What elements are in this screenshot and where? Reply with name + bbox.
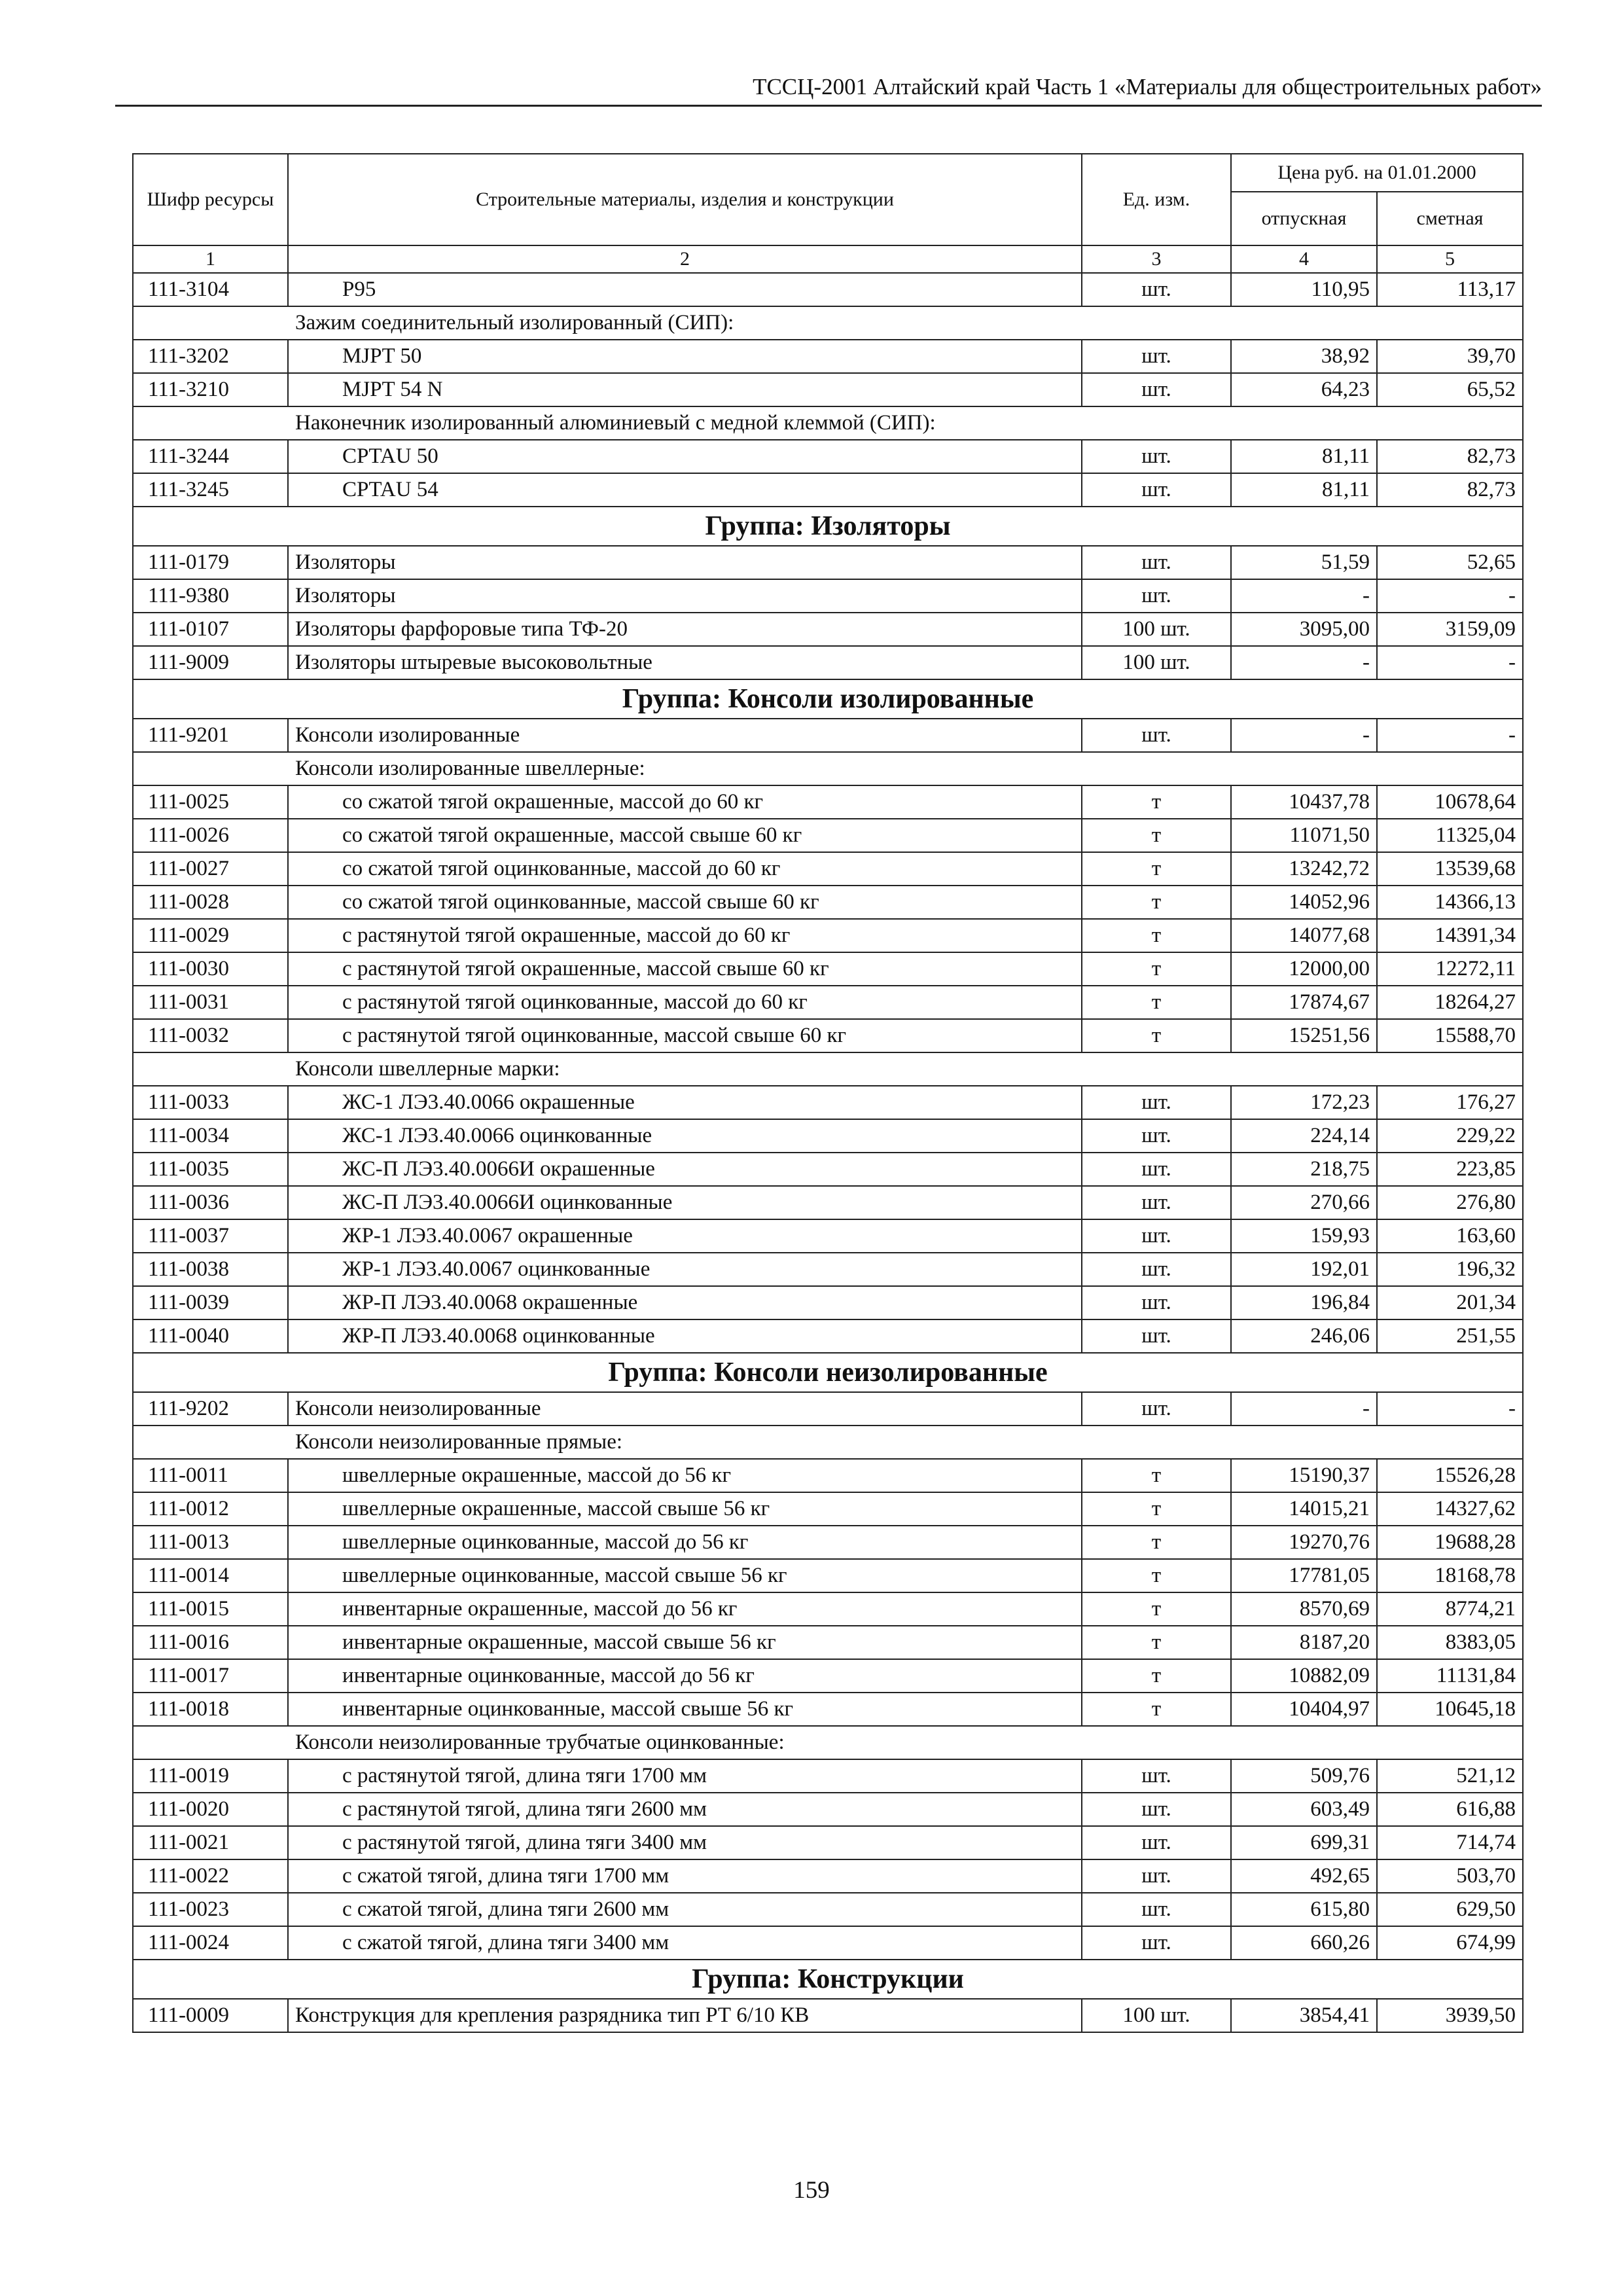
cell-code: 111-0017 xyxy=(133,1659,288,1693)
cell-code: 111-0030 xyxy=(133,952,288,986)
cell-estimate-price: 11131,84 xyxy=(1377,1659,1523,1693)
table-row xyxy=(133,719,1523,752)
table-row xyxy=(133,785,1523,819)
group-heading-row xyxy=(133,1353,1523,1392)
cell-unit: шт. xyxy=(1082,1759,1231,1793)
cell-release-price: 270,66 xyxy=(1231,1186,1377,1219)
group-heading: Группа: Консоли изолированные xyxy=(133,679,1523,719)
cell-code: 111-0025 xyxy=(133,785,288,819)
cell-unit: т xyxy=(1082,1592,1231,1626)
cell-code: 111-9202 xyxy=(133,1392,288,1426)
section-heading: Консоли неизолированные прямые: xyxy=(133,1426,1523,1459)
table-row xyxy=(133,852,1523,886)
table-row xyxy=(133,1153,1523,1186)
table-row xyxy=(133,1592,1523,1626)
table-row xyxy=(133,819,1523,852)
column-number: 3 xyxy=(1082,245,1231,273)
cell-name: Конструкция для крепления разрядника тип РТ 6/10 КВ xyxy=(288,1999,1082,2032)
cell-name: с сжатой тягой, длина тяги 2600 мм xyxy=(288,1893,1082,1926)
cell-unit: 100 шт. xyxy=(1082,1999,1231,2032)
cell-name: ЖР-1 ЛЭ3.40.0067 оцинкованные xyxy=(288,1253,1082,1286)
cell-code: 111-0039 xyxy=(133,1286,288,1319)
cell-estimate-price: 8383,05 xyxy=(1377,1626,1523,1659)
table-row xyxy=(133,273,1523,306)
cell-estimate-price: 82,73 xyxy=(1377,440,1523,473)
cell-code: 111-0018 xyxy=(133,1693,288,1726)
cell-estimate-price: 14366,13 xyxy=(1377,886,1523,919)
cell-unit: т xyxy=(1082,852,1231,886)
cell-name: MJPT 50 xyxy=(288,340,1082,373)
cell-estimate-price: 11325,04 xyxy=(1377,819,1523,852)
cell-estimate-price: 196,32 xyxy=(1377,1253,1523,1286)
column-number: 1 xyxy=(133,245,288,273)
cell-unit: т xyxy=(1082,886,1231,919)
cell-release-price: 172,23 xyxy=(1231,1086,1377,1119)
cell-unit: т xyxy=(1082,1492,1231,1526)
table-row xyxy=(133,373,1523,406)
cell-release-price: 660,26 xyxy=(1231,1926,1377,1960)
cell-code: 111-0034 xyxy=(133,1119,288,1153)
cell-name: со сжатой тягой окрашенные, массой свыше 60 кг xyxy=(288,819,1082,852)
cell-name: Консоли изолированные xyxy=(288,719,1082,752)
table-row xyxy=(133,1759,1523,1793)
header-code: Шифр ресурсы xyxy=(133,154,288,245)
cell-unit: шт. xyxy=(1082,1086,1231,1119)
section-heading-row xyxy=(133,1052,1523,1086)
cell-name: ЖС-1 ЛЭ3.40.0066 оцинкованные xyxy=(288,1119,1082,1153)
cell-code: 111-0038 xyxy=(133,1253,288,1286)
cell-code: 111-9380 xyxy=(133,579,288,613)
cell-name: инвентарные оцинкованные, массой свыше 56 кг xyxy=(288,1693,1082,1726)
cell-release-price: 10404,97 xyxy=(1231,1693,1377,1726)
cell-estimate-price: 229,22 xyxy=(1377,1119,1523,1153)
cell-release-price: 3854,41 xyxy=(1231,1999,1377,2032)
cell-estimate-price: 163,60 xyxy=(1377,1219,1523,1253)
cell-estimate-price: 52,65 xyxy=(1377,546,1523,579)
cell-release-price: 192,01 xyxy=(1231,1253,1377,1286)
cell-name: Изоляторы штыревые высоковольтные xyxy=(288,646,1082,679)
cell-code: 111-3202 xyxy=(133,340,288,373)
cell-code: 111-0028 xyxy=(133,886,288,919)
cell-unit: шт. xyxy=(1082,719,1231,752)
table-row xyxy=(133,613,1523,646)
cell-name: Консоли неизолированные xyxy=(288,1392,1082,1426)
table-row xyxy=(133,1286,1523,1319)
cell-estimate-price: 15526,28 xyxy=(1377,1459,1523,1492)
cell-name: инвентарные окрашенные, массой свыше 56 кг xyxy=(288,1626,1082,1659)
cell-release-price: 51,59 xyxy=(1231,546,1377,579)
cell-unit: шт. xyxy=(1082,1793,1231,1826)
cell-name: с растянутой тягой, длина тяги 2600 мм xyxy=(288,1793,1082,1826)
cell-name: ЖС-1 ЛЭ3.40.0066 окрашенные xyxy=(288,1086,1082,1119)
cell-name: швеллерные оцинкованные, массой до 56 кг xyxy=(288,1526,1082,1559)
cell-unit: т xyxy=(1082,919,1231,952)
cell-code: 111-0023 xyxy=(133,1893,288,1926)
cell-code: 111-3210 xyxy=(133,373,288,406)
table-row xyxy=(133,1086,1523,1119)
table-row xyxy=(133,1392,1523,1426)
cell-estimate-price: 10678,64 xyxy=(1377,785,1523,819)
cell-code: 111-0029 xyxy=(133,919,288,952)
cell-estimate-price: 12272,11 xyxy=(1377,952,1523,986)
cell-release-price: 14077,68 xyxy=(1231,919,1377,952)
cell-estimate-price: 15588,70 xyxy=(1377,1019,1523,1052)
cell-name: с растянутой тягой, длина тяги 1700 мм xyxy=(288,1759,1082,1793)
cell-code: 111-0027 xyxy=(133,852,288,886)
column-number: 4 xyxy=(1231,245,1377,273)
table-row xyxy=(133,986,1523,1019)
table-row xyxy=(133,1893,1523,1926)
page-header: ТССЦ-2001 Алтайский край Часть 1 «Материалы для общестроительных работ» xyxy=(753,74,1542,99)
cell-name: инвентарные окрашенные, массой до 56 кг xyxy=(288,1592,1082,1626)
section-heading-row xyxy=(133,406,1523,440)
table-row xyxy=(133,1319,1523,1353)
cell-name: со сжатой тягой оцинкованные, массой до 60 кг xyxy=(288,852,1082,886)
cell-code: 111-0021 xyxy=(133,1826,288,1859)
cell-code: 111-0011 xyxy=(133,1459,288,1492)
cell-unit: шт. xyxy=(1082,1926,1231,1960)
cell-unit: шт. xyxy=(1082,1893,1231,1926)
cell-name: Изоляторы xyxy=(288,546,1082,579)
cell-unit: т xyxy=(1082,986,1231,1019)
cell-unit: т xyxy=(1082,1693,1231,1726)
section-heading-row xyxy=(133,1426,1523,1459)
cell-estimate-price: 714,74 xyxy=(1377,1826,1523,1859)
table-row xyxy=(133,1659,1523,1693)
cell-estimate-price: 18264,27 xyxy=(1377,986,1523,1019)
cell-release-price: 3095,00 xyxy=(1231,613,1377,646)
cell-unit: шт. xyxy=(1082,1153,1231,1186)
cell-release-price: 17874,67 xyxy=(1231,986,1377,1019)
group-heading: Группа: Изоляторы xyxy=(133,507,1523,546)
cell-code: 111-0035 xyxy=(133,1153,288,1186)
cell-name: инвентарные оцинкованные, массой до 56 кг xyxy=(288,1659,1082,1693)
section-heading-row xyxy=(133,306,1523,340)
cell-unit: шт. xyxy=(1082,373,1231,406)
page-number: 159 xyxy=(793,2177,830,2204)
table-row xyxy=(133,1526,1523,1559)
cell-estimate-price: 629,50 xyxy=(1377,1893,1523,1926)
cell-code: 111-0012 xyxy=(133,1492,288,1526)
section-heading: Консоли изолированные швеллерные: xyxy=(133,752,1523,785)
cell-unit: шт. xyxy=(1082,1286,1231,1319)
cell-estimate-price: 113,17 xyxy=(1377,273,1523,306)
cell-code: 111-0179 xyxy=(133,546,288,579)
header-name: Строительные материалы, изделия и конструкции xyxy=(288,154,1082,245)
cell-code: 111-3104 xyxy=(133,273,288,306)
cell-estimate-price: 176,27 xyxy=(1377,1086,1523,1119)
cell-code: 111-9201 xyxy=(133,719,288,752)
section-heading: Консоли швеллерные марки: xyxy=(133,1052,1523,1086)
cell-code: 111-0032 xyxy=(133,1019,288,1052)
table-row xyxy=(133,952,1523,986)
cell-estimate-price: 13539,68 xyxy=(1377,852,1523,886)
cell-unit: шт. xyxy=(1082,340,1231,373)
group-heading-row xyxy=(133,679,1523,719)
cell-name: CPTAU 50 xyxy=(288,440,1082,473)
cell-code: 111-0031 xyxy=(133,986,288,1019)
header-unit: Ед. изм. xyxy=(1082,154,1231,245)
section-heading-row xyxy=(133,1726,1523,1759)
cell-release-price: - xyxy=(1231,719,1377,752)
cell-unit: т xyxy=(1082,1559,1231,1592)
section-heading: Зажим соединительный изолированный (СИП): xyxy=(133,306,1523,340)
group-heading: Группа: Конструкции xyxy=(133,1960,1523,1999)
cell-name: ЖР-П ЛЭ3.40.0068 оцинкованные xyxy=(288,1319,1082,1353)
column-number: 5 xyxy=(1377,245,1523,273)
table-row xyxy=(133,1626,1523,1659)
cell-code: 111-3245 xyxy=(133,473,288,507)
cell-release-price: 81,11 xyxy=(1231,473,1377,507)
cell-estimate-price: 674,99 xyxy=(1377,1926,1523,1960)
cell-release-price: 492,65 xyxy=(1231,1859,1377,1893)
cell-estimate-price: 8774,21 xyxy=(1377,1592,1523,1626)
table-body xyxy=(133,273,1523,2032)
cell-name: с растянутой тягой окрашенные, массой до 60 кг xyxy=(288,919,1082,952)
cell-release-price: 218,75 xyxy=(1231,1153,1377,1186)
cell-unit: шт. xyxy=(1082,1392,1231,1426)
cell-estimate-price: 39,70 xyxy=(1377,340,1523,373)
cell-code: 111-9009 xyxy=(133,646,288,679)
cell-name: ЖР-1 ЛЭ3.40.0067 окрашенные xyxy=(288,1219,1082,1253)
cell-name: ЖС-П ЛЭ3.40.0066И окрашенные xyxy=(288,1153,1082,1186)
group-heading-row xyxy=(133,1960,1523,1999)
cell-release-price: 81,11 xyxy=(1231,440,1377,473)
table-row xyxy=(133,340,1523,373)
table-row xyxy=(133,1859,1523,1893)
cell-unit: шт. xyxy=(1082,1319,1231,1353)
cell-estimate-price: 82,73 xyxy=(1377,473,1523,507)
section-heading: Консоли неизолированные трубчатые оцинкованные: xyxy=(133,1726,1523,1759)
cell-code: 111-0015 xyxy=(133,1592,288,1626)
cell-estimate-price: 201,34 xyxy=(1377,1286,1523,1319)
cell-estimate-price: - xyxy=(1377,1392,1523,1426)
cell-release-price: 246,06 xyxy=(1231,1319,1377,1353)
cell-name: MJPT 54 N xyxy=(288,373,1082,406)
cell-unit: 100 шт. xyxy=(1082,646,1231,679)
cell-release-price: 110,95 xyxy=(1231,273,1377,306)
cell-release-price: - xyxy=(1231,579,1377,613)
cell-estimate-price: - xyxy=(1377,579,1523,613)
section-heading-row xyxy=(133,752,1523,785)
cell-code: 111-0026 xyxy=(133,819,288,852)
cell-name: со сжатой тягой окрашенные, массой до 60 кг xyxy=(288,785,1082,819)
cell-release-price: 13242,72 xyxy=(1231,852,1377,886)
table-row xyxy=(133,919,1523,952)
cell-unit: шт. xyxy=(1082,1119,1231,1153)
table-row xyxy=(133,1186,1523,1219)
table-row xyxy=(133,1219,1523,1253)
cell-estimate-price: 521,12 xyxy=(1377,1759,1523,1793)
table-row xyxy=(133,1793,1523,1826)
table-row xyxy=(133,546,1523,579)
table-row xyxy=(133,579,1523,613)
cell-name: с растянутой тягой, длина тяги 3400 мм xyxy=(288,1826,1082,1859)
cell-code: 111-0036 xyxy=(133,1186,288,1219)
cell-name: швеллерные окрашенные, массой свыше 56 кг xyxy=(288,1492,1082,1526)
cell-release-price: 11071,50 xyxy=(1231,819,1377,852)
cell-release-price: 10437,78 xyxy=(1231,785,1377,819)
table-row xyxy=(133,1559,1523,1592)
cell-unit: шт. xyxy=(1082,1253,1231,1286)
cell-estimate-price: - xyxy=(1377,646,1523,679)
cell-code: 111-0009 xyxy=(133,1999,288,2032)
cell-estimate-price: 3159,09 xyxy=(1377,613,1523,646)
header-estimate-price: сметная xyxy=(1377,192,1523,245)
cell-unit: шт. xyxy=(1082,579,1231,613)
cell-name: Р95 xyxy=(288,273,1082,306)
cell-name: швеллерные окрашенные, массой до 56 кг xyxy=(288,1459,1082,1492)
cell-name: со сжатой тягой оцинкованные, массой свыше 60 кг xyxy=(288,886,1082,919)
cell-code: 111-0019 xyxy=(133,1759,288,1793)
cell-code: 111-0033 xyxy=(133,1086,288,1119)
cell-code: 111-0024 xyxy=(133,1926,288,1960)
cell-release-price: 224,14 xyxy=(1231,1119,1377,1153)
cell-unit: т xyxy=(1082,785,1231,819)
table-row xyxy=(133,646,1523,679)
cell-estimate-price: 503,70 xyxy=(1377,1859,1523,1893)
cell-name: швеллерные оцинкованные, массой свыше 56 кг xyxy=(288,1559,1082,1592)
cell-name: с растянутой тягой оцинкованные, массой до 60 кг xyxy=(288,986,1082,1019)
cell-release-price: 8187,20 xyxy=(1231,1626,1377,1659)
cell-name: с растянутой тягой окрашенные, массой свыше 60 кг xyxy=(288,952,1082,986)
cell-unit: шт. xyxy=(1082,273,1231,306)
cell-unit: т xyxy=(1082,1659,1231,1693)
cell-unit: шт. xyxy=(1082,1186,1231,1219)
section-heading: Наконечник изолированный алюминиевый с медной клеммой (СИП): xyxy=(133,406,1523,440)
cell-name: CPTAU 54 xyxy=(288,473,1082,507)
table-row xyxy=(133,1253,1523,1286)
cell-release-price: 15251,56 xyxy=(1231,1019,1377,1052)
cell-estimate-price: 18168,78 xyxy=(1377,1559,1523,1592)
cell-name: с растянутой тягой оцинкованные, массой свыше 60 кг xyxy=(288,1019,1082,1052)
cell-code: 111-0022 xyxy=(133,1859,288,1893)
cell-release-price: 17781,05 xyxy=(1231,1559,1377,1592)
header-rule xyxy=(115,105,1542,107)
table-row xyxy=(133,440,1523,473)
group-heading: Группа: Консоли неизолированные xyxy=(133,1353,1523,1392)
header-release-price: отпускная xyxy=(1231,192,1377,245)
table-row xyxy=(133,1019,1523,1052)
header-price-group: Цена руб. на 01.01.2000 xyxy=(1231,154,1523,192)
cell-estimate-price: 19688,28 xyxy=(1377,1526,1523,1559)
cell-unit: шт. xyxy=(1082,1826,1231,1859)
table-row xyxy=(133,1826,1523,1859)
cell-estimate-price: 276,80 xyxy=(1377,1186,1523,1219)
cell-release-price: - xyxy=(1231,1392,1377,1426)
cell-name: с сжатой тягой, длина тяги 1700 мм xyxy=(288,1859,1082,1893)
table-row xyxy=(133,1119,1523,1153)
table-row xyxy=(133,1693,1523,1726)
column-number: 2 xyxy=(288,245,1082,273)
cell-code: 111-0014 xyxy=(133,1559,288,1592)
cell-unit: шт. xyxy=(1082,1219,1231,1253)
cell-name: с сжатой тягой, длина тяги 3400 мм xyxy=(288,1926,1082,1960)
cell-release-price: 12000,00 xyxy=(1231,952,1377,986)
cell-release-price: 8570,69 xyxy=(1231,1592,1377,1626)
cell-code: 111-0107 xyxy=(133,613,288,646)
cell-release-price: 14052,96 xyxy=(1231,886,1377,919)
cell-release-price: 19270,76 xyxy=(1231,1526,1377,1559)
price-table xyxy=(132,153,1524,2033)
cell-release-price: 159,93 xyxy=(1231,1219,1377,1253)
cell-code: 111-0020 xyxy=(133,1793,288,1826)
cell-unit: т xyxy=(1082,1526,1231,1559)
cell-name: ЖР-П ЛЭ3.40.0068 окрашенные xyxy=(288,1286,1082,1319)
cell-release-price: 603,49 xyxy=(1231,1793,1377,1826)
cell-unit: т xyxy=(1082,1019,1231,1052)
cell-estimate-price: 14391,34 xyxy=(1377,919,1523,952)
table-row xyxy=(133,1459,1523,1492)
cell-release-price: 14015,21 xyxy=(1231,1492,1377,1526)
cell-release-price: 38,92 xyxy=(1231,340,1377,373)
cell-code: 111-0016 xyxy=(133,1626,288,1659)
cell-unit: шт. xyxy=(1082,1859,1231,1893)
cell-release-price: 15190,37 xyxy=(1231,1459,1377,1492)
cell-release-price: 699,31 xyxy=(1231,1826,1377,1859)
table-row xyxy=(133,1492,1523,1526)
cell-estimate-price: 10645,18 xyxy=(1377,1693,1523,1726)
cell-name: Изоляторы xyxy=(288,579,1082,613)
cell-release-price: 64,23 xyxy=(1231,373,1377,406)
table-row xyxy=(133,1926,1523,1960)
group-heading-row xyxy=(133,507,1523,546)
cell-estimate-price: 223,85 xyxy=(1377,1153,1523,1186)
cell-name: Изоляторы фарфоровые типа ТФ-20 xyxy=(288,613,1082,646)
cell-name: ЖС-П ЛЭ3.40.0066И оцинкованные xyxy=(288,1186,1082,1219)
cell-unit: шт. xyxy=(1082,440,1231,473)
table-row xyxy=(133,886,1523,919)
cell-release-price: 196,84 xyxy=(1231,1286,1377,1319)
cell-unit: т xyxy=(1082,1459,1231,1492)
cell-code: 111-0013 xyxy=(133,1526,288,1559)
cell-unit: 100 шт. xyxy=(1082,613,1231,646)
cell-code: 111-0037 xyxy=(133,1219,288,1253)
cell-unit: шт. xyxy=(1082,546,1231,579)
cell-release-price: 615,80 xyxy=(1231,1893,1377,1926)
cell-unit: шт. xyxy=(1082,473,1231,507)
cell-estimate-price: 3939,50 xyxy=(1377,1999,1523,2032)
cell-release-price: - xyxy=(1231,646,1377,679)
cell-release-price: 10882,09 xyxy=(1231,1659,1377,1693)
cell-estimate-price: 14327,62 xyxy=(1377,1492,1523,1526)
cell-unit: т xyxy=(1082,1626,1231,1659)
cell-estimate-price: 616,88 xyxy=(1377,1793,1523,1826)
cell-estimate-price: 65,52 xyxy=(1377,373,1523,406)
cell-unit: т xyxy=(1082,819,1231,852)
table-row xyxy=(133,1999,1523,2032)
cell-release-price: 509,76 xyxy=(1231,1759,1377,1793)
cell-estimate-price: - xyxy=(1377,719,1523,752)
cell-estimate-price: 251,55 xyxy=(1377,1319,1523,1353)
cell-code: 111-0040 xyxy=(133,1319,288,1353)
table-row xyxy=(133,473,1523,507)
cell-code: 111-3244 xyxy=(133,440,288,473)
cell-unit: т xyxy=(1082,952,1231,986)
